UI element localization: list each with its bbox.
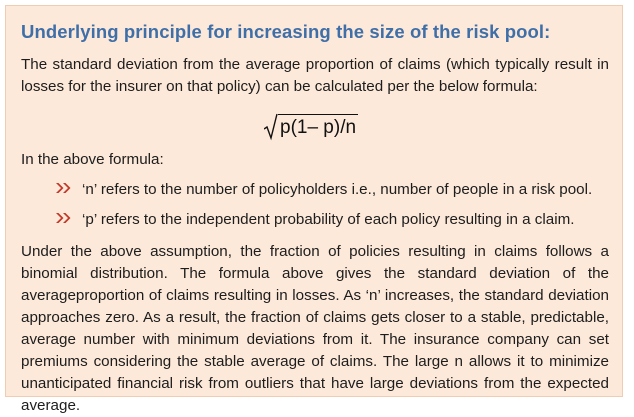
info-box <box>5 5 623 414</box>
square-root-icon <box>264 113 278 139</box>
section-heading: Underlying principle for increasing the size of the risk pool: <box>21 21 551 42</box>
bullet-text: ‘p’ refers to the independent probability of each policy resulting in a claim. <box>82 211 575 228</box>
conclusion-paragraph: Under the above assumption, the fraction of policies resulting in claims follows a binomial distribution. The formula above gives the standard deviation of the averageproportion of claims resulting in losses. As ‘n’ increases, the standard deviation approaches zero. As a result, the fraction of claims gets closer to a stable, predictable, average number with minimum deviations from it. The insurance company can set premiums considering the stable average of claims. The large n allows it to minimize unanticipated financial risk from outliers that have large deviations from the expected average. <box>21 243 609 414</box>
list-item <box>56 211 574 228</box>
formula-radicand: p(1– p)/n <box>278 114 358 140</box>
standard-deviation-formula <box>264 113 358 140</box>
double-chevron-right-icon <box>56 181 72 193</box>
formula-explanation-intro: In the above formula: <box>21 151 164 168</box>
intro-paragraph: The standard deviation from the average proportion of claims (which typically result in losses for the insurer on that policy) can be calculated per the below formula: <box>21 56 609 95</box>
double-chevron-right-icon <box>56 211 72 223</box>
bullet-text: ‘n’ refers to the number of policyholders i.e., number of people in a risk pool. <box>82 181 593 198</box>
list-item <box>56 181 592 198</box>
